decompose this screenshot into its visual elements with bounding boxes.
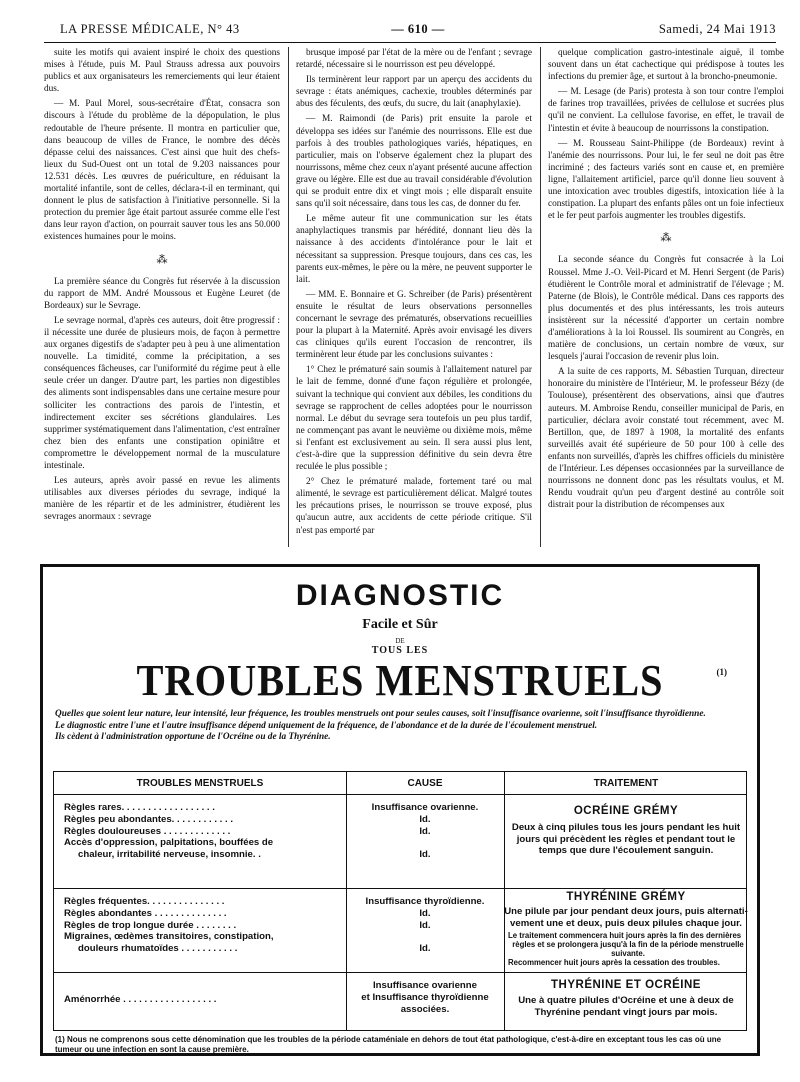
cause-item: Insuffisance ovarienne bbox=[373, 980, 477, 991]
treatment-text bbox=[504, 822, 748, 857]
ad-subtitle: Facile et Sûr bbox=[362, 617, 438, 632]
table-row bbox=[64, 896, 342, 955]
table-divider bbox=[54, 888, 746, 889]
treatment-line: jours qui précèdent les règles et pendant tout le bbox=[516, 833, 736, 845]
treatment-line: Deux à cinq pilules tous les jours pendant les huit bbox=[511, 821, 741, 833]
table-header: TROUBLES MENSTRUELS bbox=[136, 778, 264, 789]
trouble-item: chaleur, irritabilité nerveuse, insomnie. . bbox=[78, 849, 261, 861]
treatment-note-line: Recommencer huit jours après la cessation des troubles. bbox=[508, 958, 720, 968]
advertisement-box bbox=[40, 564, 760, 1056]
treatment-text bbox=[504, 906, 748, 930]
table-header: CAUSE bbox=[407, 778, 443, 789]
ad-headline: TROUBLES MENSTRUELS bbox=[136, 656, 664, 705]
column-divider bbox=[288, 47, 289, 547]
trouble-item: Règles fréquentes. . . . . . . . . . . . . . . bbox=[64, 896, 225, 907]
treatment-line: vement une et deux, puis deux pilules chaque jour. bbox=[510, 917, 742, 929]
trouble-item: Règles abondantes . . . . . . . . . . . . . . bbox=[64, 907, 227, 919]
article-paragraph: La seconde séance du Congrès fut consacrée à la Loi Roussel. Mme J.-O. Veil-Picard et M. Henri Sergent (de Paris) étudièrent le Contrôle moral et administratif de l'élevage ; M. Paterne (de Blois), le Contrôle médical. Dans ces rapports des plus documentés et des plus intéressants, les trois auteurs insistèrent sur la nécessité d'apporter un certain nombre d'améliorations à la loi Roussel. Ils soumirent au Congrès, en matière de conclusions, un certain nombre de vœux, sur lesquels j'aurai l'occasion de revenir plus loin. bbox=[548, 255, 784, 363]
trouble-item: douleurs rhumatoïdes . . . . . . . . . . . bbox=[78, 943, 238, 955]
trouble-item: Règles douloureuses . . . . . . . . . . . . . bbox=[64, 825, 231, 837]
product-name: THYRÉNINE ET OCRÉINE bbox=[551, 979, 701, 991]
article-paragraph: quelque complication gastro-intestinale aiguë, il tombe souvent dans un état cachectique qui prédispose à toutes les infections du premier âge, et surtout à la broncho-pneumonie. bbox=[548, 48, 784, 83]
ad-intro-line: Quelles que soient leur nature, leur intensité, leur fréquence, les troubles menstruels ont pour seules causes, soit l'insuffisance ovarienne, soit l'insuffisance thyroïdienne. bbox=[55, 709, 706, 719]
table-row bbox=[64, 802, 342, 861]
cause-cell bbox=[346, 802, 504, 861]
cause-cell bbox=[346, 980, 504, 1015]
article-paragraph: ⁂ bbox=[660, 232, 672, 245]
trouble-item: Migraines, œdèmes transitoires, constipation, bbox=[64, 931, 274, 943]
page-header bbox=[60, 22, 776, 40]
article-columns bbox=[44, 47, 784, 555]
article-paragraph: — M. Raimondi (de Paris) prit ensuite la parole et développa ses idées sur l'anémie des nourrissons. Elle est due parfois à des troubles pathologiques variés, hépatiques, en particulier, mais on l'observe également chez la plupart des nourrissons, même chez ceux n'ayant présenté aucune affection grave ou légère. Elle est due au travail considérable d'évolution qui se produit entre dix et vingt mois ; elle disparaît ensuite sans qu'il soit nécessaire, dans tous les cas, de donner du fer. bbox=[296, 114, 532, 210]
cause-item: Id. bbox=[419, 825, 431, 837]
article-paragraph: Le même auteur fit une communication sur les états anaphylactiques transmis par hérédité, donnant lieu dès la naissance à des accidents d'intolérance pour le lait et nécessitant sa suppression. Presque toujours, dans ces cas, les parents eux-mêmes, le père ou la mère, ne peuvent supporter le lait. bbox=[296, 214, 532, 285]
cause-item: et Insuffisance thyroïdienne bbox=[361, 991, 489, 1003]
article-column-1 bbox=[44, 47, 280, 555]
cause-item: associées. bbox=[400, 1003, 450, 1015]
article-column-3 bbox=[548, 47, 784, 555]
treatment-cell bbox=[504, 892, 748, 967]
article-paragraph: — MM. E. Bonnaire et G. Schreiber (de Paris) présentèrent ensuite le résultat de leurs observations personnelles concernant le sevrage des prématurés, observations recueillies pour la plupart à la Maternité. Après avoir envisagé les divers cas cliniques qu'ils eurent l'occasion de rencontrer, ils terminèrent leur étude par les conclusions suivantes : bbox=[296, 289, 532, 361]
issue-date: Samedi, 24 Mai 1913 bbox=[658, 22, 776, 36]
ad-intro-line: Ils cèdent à l'administration opportune de l'Ocréine ou de la Thyrénine. bbox=[55, 732, 331, 742]
ad-intro-line: Le diagnostic entre l'une et l'autre insuffisance dépend uniquement de la fréquence, de l'abondance et de la durée de l'écoulement menstruel. bbox=[55, 720, 598, 731]
article-paragraph: — M. Lesage (de Paris) protesta à son tour contre l'emploi de farines trop travaillées, privées de cellulose et sucrées plus qu'il ne convient. La cellulose favorise, en effet, le travail de l'intestin et évite à beaucoup de nourrissons la constipation. bbox=[548, 87, 784, 134]
cause-item: Insuffisance ovarienne. bbox=[371, 802, 479, 813]
trouble-item: Règles rares. . . . . . . . . . . . . . . . . . bbox=[64, 802, 215, 813]
ad-tous-les: TOUS LES bbox=[371, 645, 429, 656]
article-paragraph: ⁂ bbox=[156, 253, 168, 266]
journal-title: LA PRESSE MÉDICALE, N° 43 bbox=[60, 22, 240, 36]
article-paragraph: 1° Chez le prématuré sain soumis à l'allaitement naturel par le lait de femme, donné d'une façon régulière et prolongée, suivant la technique qui convient aux débiles, les conditions du sevrage se rapprochent de celles adoptées pour le nourrisson normal. Le début du sevrage sera toutefois un peu plus tardif, ne commençant pas avant le neuvième ou dixième mois, même si l'enfant est exclusivement au sein. Il sera aussi plus lent, c'est-à-dire que la suppression définitive du sein devra être reculée le plus possible ; bbox=[296, 365, 532, 473]
treatment-table bbox=[53, 771, 747, 1031]
trouble-item: Aménorrhée . . . . . . . . . . . . . . . . . . bbox=[64, 994, 217, 1005]
cause-item: Id. bbox=[419, 907, 431, 919]
article-paragraph: La première séance du Congrès fut réservée à la discussion du rapport de MM. André Moussous et Eugène Leuret (de Bordeaux) sur le Sevrage. bbox=[44, 276, 280, 311]
table-header: TRAITEMENT bbox=[593, 778, 659, 789]
cause-item: Id. bbox=[419, 943, 431, 955]
treatment-note bbox=[504, 931, 748, 967]
table-row bbox=[64, 994, 342, 1006]
article-paragraph: — M. Paul Morel, sous-secrétaire d'État, consacra son discours à l'étude du problème de la dépopulation, le plus redoutable de l'heure présente. Il montra en particulier que, dans beaucoup de villes de France, le nombre des décès dépasse celui des naissances. C'est ainsi que huit des chefs-lieux du Sud-Ouest ont un total de 9.203 naissances pour 12.531 décès. Les œuvres de puériculture, en réduisant la mortalité infantile, sont de celles, déclara-t-il en terminant, qui donnent le plus de satisfaction à l'initiative personnelle. Si la protection du premier âge était partout assurée comme elle l'est dans leur rayon d'action, on pourrait sauver tous les ans 50.000 existences humaines pour le moins. bbox=[44, 99, 280, 243]
cause-item: Id. bbox=[419, 813, 431, 825]
page-number: — 610 — bbox=[391, 22, 445, 36]
table-divider bbox=[54, 794, 746, 795]
article-paragraph: Le sevrage normal, d'après ces auteurs, doit être progressif : il nécessite une durée de plusieurs mois, de façon à permettre aux organes digestifs de s'adapter peu à peu à une alimentation nouvelle. La timidité, comme la précipitation, a ses conséquences fâcheuses, car l'uniformité du régime peut à elle seule créer un danger. D'autre part, les parties non digestibles des aliments sont indispensables dans une certaine mesure pour solliciter les contractions des parois de l'intestin, et indirectement exciter ses sécrétions glandulaires. Les supprimer systématiquement dans l'alimentation, c'est entraîner chez bien des enfants une constipation opiniâtre et compromettre le développement normal de la musculature intestinale. bbox=[44, 315, 280, 471]
product-name: THYRÉNINE GRÉMY bbox=[566, 891, 686, 903]
cause-item: Insuffisance thyroïdienne. bbox=[365, 896, 485, 907]
treatment-note-line: règles et se prolongera jusqu'à la fin de la période menstruelle bbox=[512, 940, 744, 950]
trouble-item: Accès d'oppression, palpitations, bouffées de bbox=[64, 837, 274, 849]
product-name: OCRÉINE GRÉMY bbox=[573, 805, 679, 817]
table-divider bbox=[54, 972, 746, 973]
ad-de: DE bbox=[395, 637, 405, 645]
cause-item: Id. bbox=[419, 919, 431, 931]
column-divider bbox=[540, 47, 541, 547]
treatment-cell bbox=[504, 806, 748, 857]
treatment-line: Une pilule par jour pendant deux jours, puis alternati- bbox=[504, 905, 748, 917]
article-paragraph: A la suite de ces rapports, M. Sébastien Turquan, directeur honoraire du ministère de l'Intérieur, M. le professeur Bézy (de Toulouse), présentèrent des observations, ainsi que d'autres auteurs. M. Ambroise Rendu, conseiller municipal de Paris, en particulier, déclara avoir constaté tout récemment, avec M. Bertillon, que, de 1897 à 1908, la mortalité des enfants surveillés avait été supérieure de 50 pour 100 à celle des enfants non surveillés, d'après les chiffres officiels du ministère de l'Intérieur. Les dépenses occasionnées par la surveillance de nourrissons ne donnent donc pas les résultats voulus, et M. Rendu voudrait qu'un peu d'argent destiné au contrôle soit distrait pour la distribution de récompenses aux bbox=[548, 367, 784, 511]
article-paragraph: Les auteurs, après avoir passé en revue les aliments utilisables aux diverses périodes du sevrage, indiqué la manière de les répartir et de les administrer, étudièrent les sevrages anormaux : sevrage bbox=[44, 476, 280, 523]
article-column-2 bbox=[296, 47, 532, 555]
treatment-line: Thyrénine pendant vingt jours par mois. bbox=[534, 1006, 718, 1018]
article-paragraph: suite les motifs qui avaient inspiré le choix des questions mises à l'étude, puis M. Paul Strauss adressa aux pouvoirs publics et aux organisateurs les remerciements qui leur étaient dus. bbox=[44, 48, 280, 95]
cause-cell bbox=[346, 896, 504, 955]
article-paragraph: 2° Chez le prématuré malade, fortement taré ou mal alimenté, le sevrage est particulièrement délicat. Malgré toutes les précautions prises, le nourrisson se trouve exposé, plus qu'aucun autre, aux accidents de cette période critique. S'il n'est pas emporté par bbox=[296, 477, 532, 536]
treatment-note-line: Le traitement commencera huit jours après la fin des dernières bbox=[508, 931, 742, 941]
treatment-line: temps que dure l'écoulement sanguin. bbox=[538, 845, 714, 857]
cause-item: Id. bbox=[419, 849, 431, 861]
article-paragraph: brusque imposé par l'état de la mère ou de l'enfant ; sevrage retardé, nécessaire si le nourrisson est peu développé. bbox=[296, 48, 532, 71]
article-paragraph: — M. Rousseau Saint-Philippe (de Bordeaux) revint à l'anémie des nourrissons. Pour lui, le fer seul ne doit pas être incriminé ; des facteurs variés sont en cause et, en première ligne, l'allaitement artificiel, parce qu'il donne lieu souvent à une intoxication avec troubles digestifs, intoxication liée à la constipation. La plupart des enfants pâles ont un foie infectieux et le fer peut parfois augmenter les troubles digestifs. bbox=[548, 138, 784, 222]
ad-footnote: (1) Nous ne comprenons sous cette dénomination que les troubles de la période cataméniale en dehors de tout état pathologique, c'est-à-dire en exceptant tous les cas où une tumeur ou une infection en sont la cause première. bbox=[55, 1035, 722, 1054]
treatment-line: Une à quatre pilules d'Ocréine et une à deux de bbox=[518, 994, 734, 1006]
article-paragraph: Ils terminèrent leur rapport par un aperçu des accidents du sevrage : états anémiques, cachexie, troubles déterminés par abus des féculents, des œufs, du sucre, du lait (anaphylaxie). bbox=[296, 75, 532, 110]
trouble-item: Règles de trop longue durée . . . . . . . . bbox=[64, 919, 237, 931]
treatment-note-line: suivante. bbox=[611, 949, 645, 959]
header-rule bbox=[44, 42, 776, 43]
ad-footnote-mark: (1) bbox=[716, 667, 727, 677]
ad-title: DIAGNOSTIC bbox=[295, 579, 505, 612]
treatment-text bbox=[504, 995, 748, 1019]
treatment-cell bbox=[504, 980, 748, 1018]
trouble-item: Règles peu abondantes. . . . . . . . . . . . bbox=[64, 813, 233, 825]
ad-intro bbox=[55, 709, 745, 744]
